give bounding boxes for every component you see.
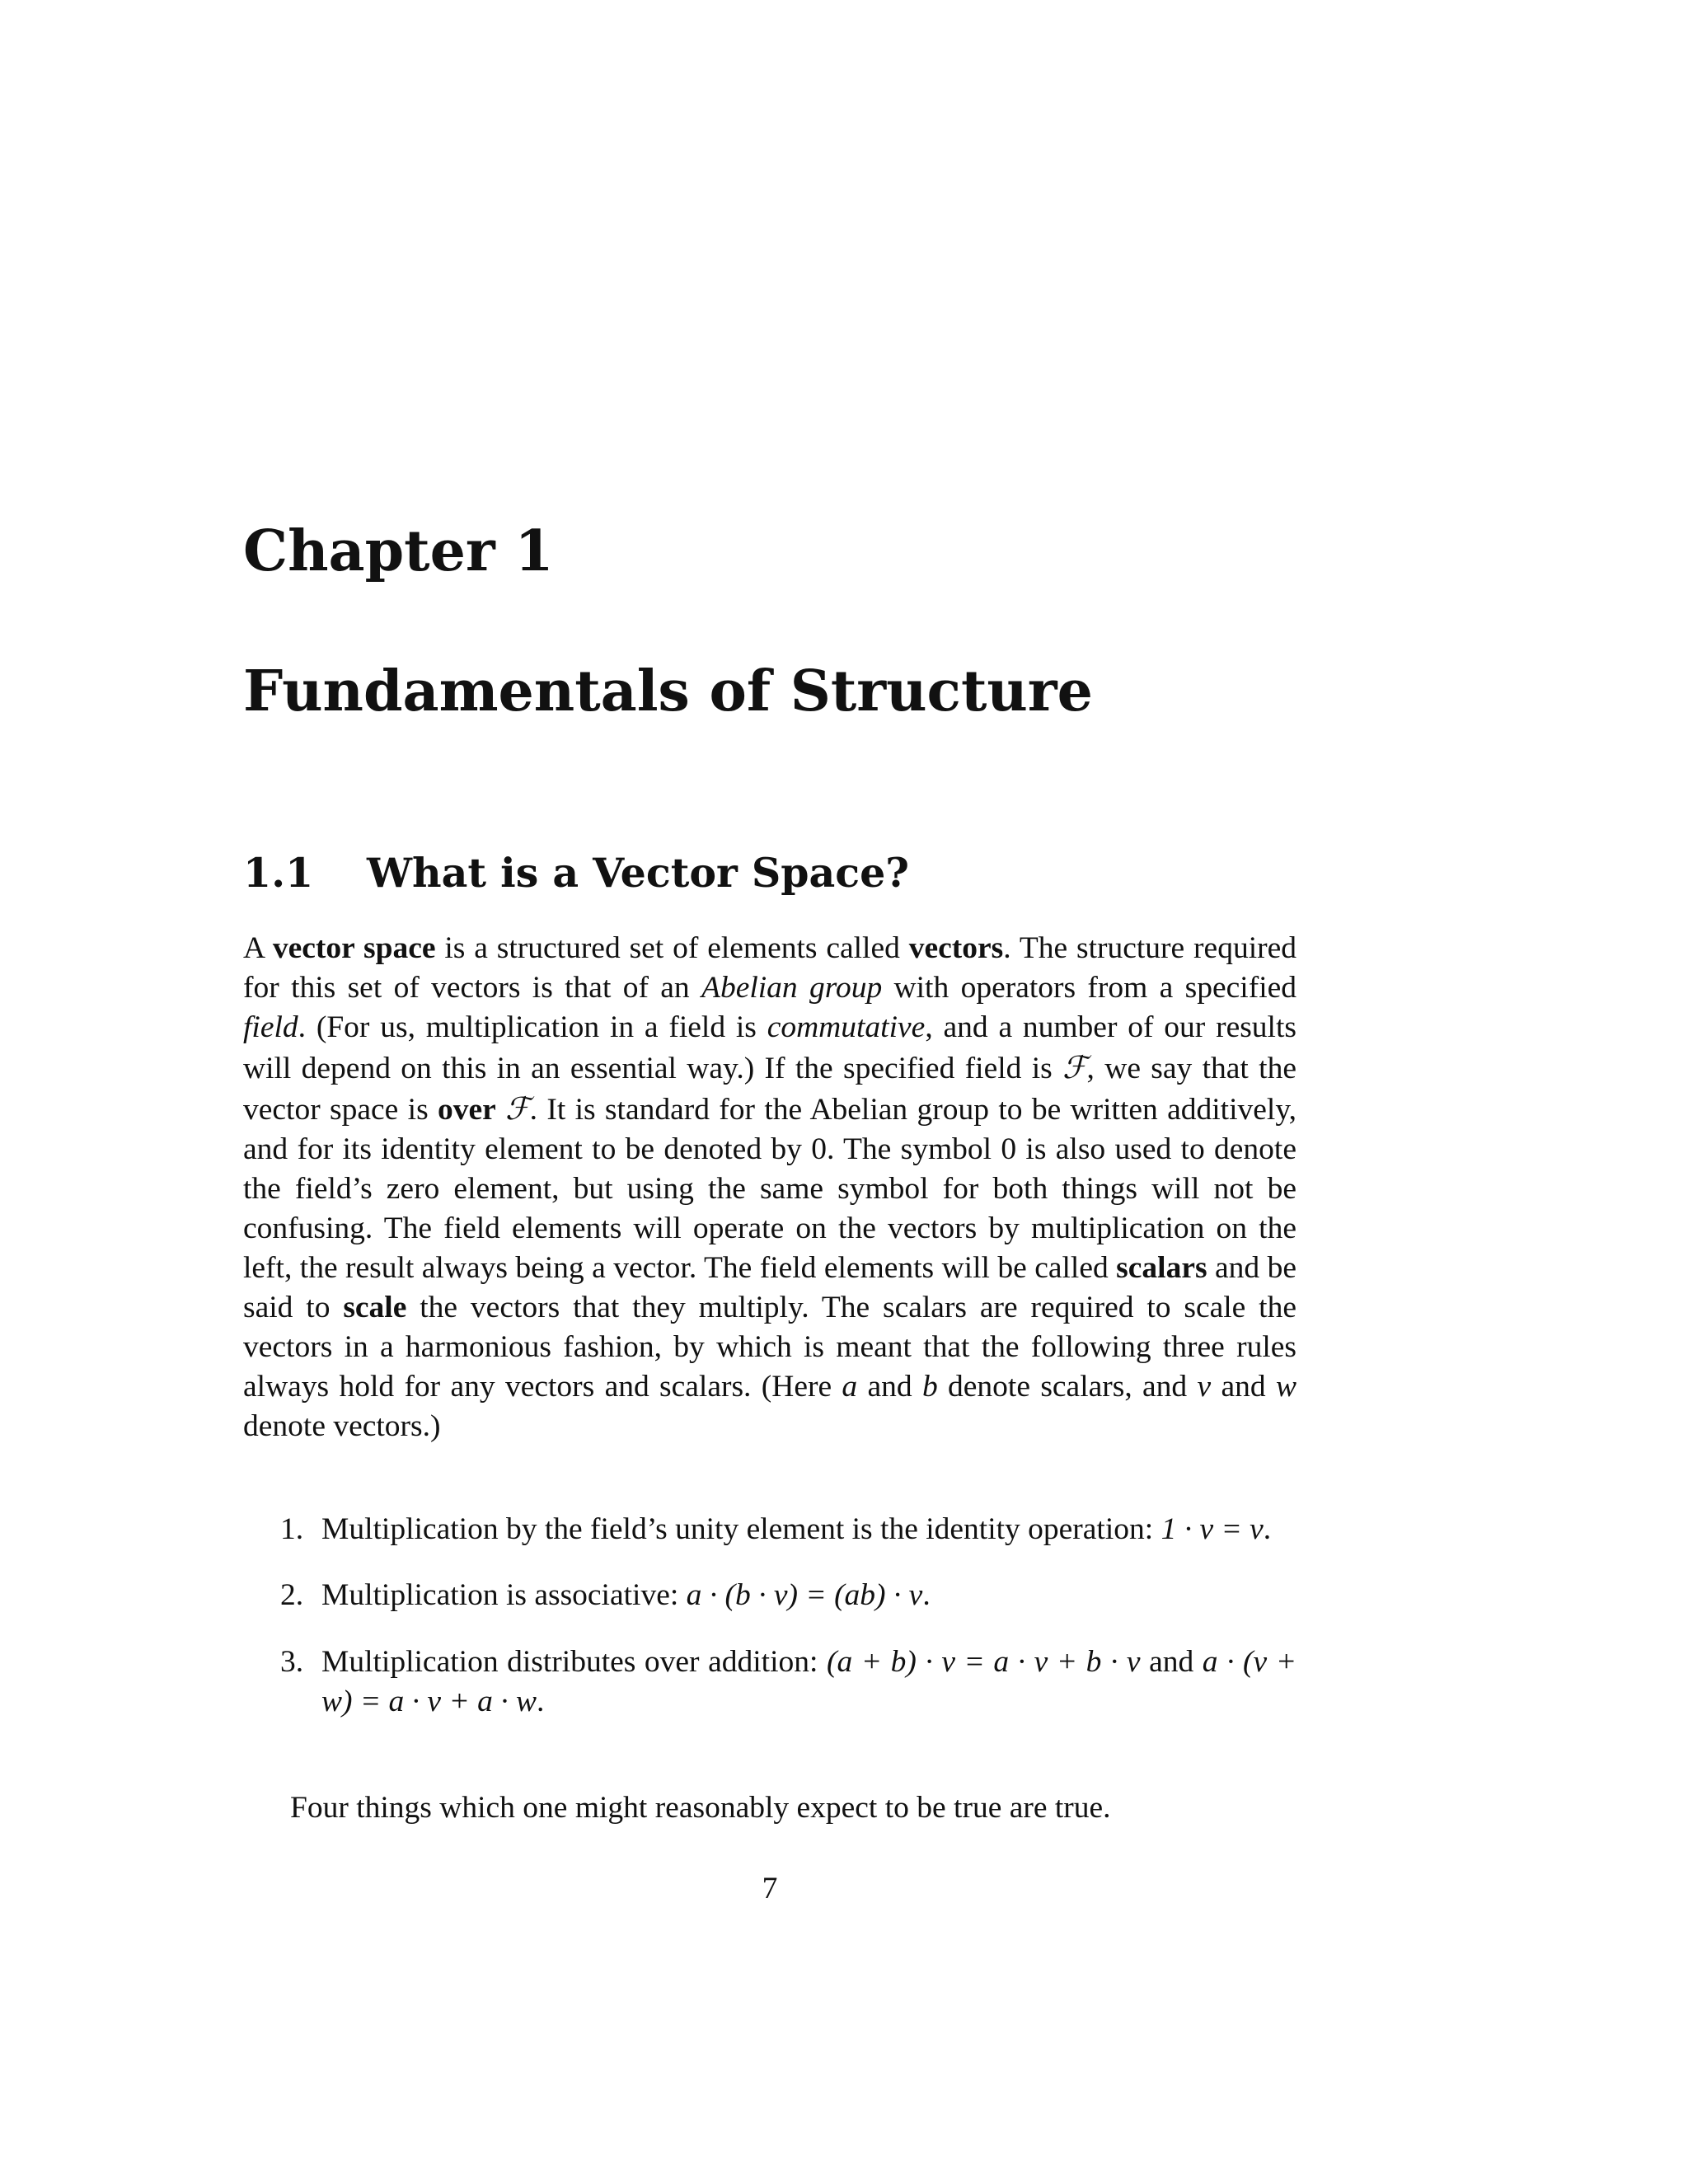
rule-formula: (a + b) · v = a · v + b · v <box>826 1645 1141 1679</box>
rule-text: Multiplication distributes over addition: <box>321 1645 827 1679</box>
text-run: . It is standard for the Abelian group to be written additively, and for its identity element to be denoted by 0. The symbol 0 is also used to denote the field’s zero element, but using the same symbol for both things will not be confusing. The field elements will operate on the vectors by multiplication on the left, the result always being a vector. The field elements will be called <box>243 1093 1297 1285</box>
rule-text: Multiplication is associative: <box>321 1578 687 1612</box>
term-vector-space: vector space <box>272 931 436 965</box>
closing-paragraph: Four things which one might reasonably expect to be true are true. <box>290 1791 1111 1825</box>
text-run: the vectors that they multiply. The scalars are required to scale the vectors in a harmonious fashion, by which is meant that the following three rules always hold for any vectors and scalars. (Here <box>243 1291 1296 1404</box>
text-run: with operators from a specified <box>882 971 1297 1005</box>
rule-end: . <box>1263 1512 1272 1546</box>
section-number: 1.1 <box>243 849 314 897</box>
rule-end: . <box>922 1578 931 1612</box>
chapter-title: Fundamentals of Structure <box>243 658 1093 724</box>
text-run: , and a number of our results will depend on this in an essential way.) If the specified field is <box>243 1010 1296 1085</box>
text-run <box>496 1093 505 1127</box>
symbol-field-f: ℱ <box>505 1090 530 1127</box>
text-run: and <box>1211 1370 1276 1404</box>
intro-paragraph <box>243 929 1296 1446</box>
term-scale: scale <box>343 1291 407 1324</box>
text-run: . (For us, multiplication in a field is <box>298 1010 767 1044</box>
chapter-label: Chapter 1 <box>243 518 554 584</box>
rule-formula: a · (v + w) = a · v + a · w <box>321 1645 1296 1718</box>
symbol-field-f: ℱ <box>1062 1049 1087 1085</box>
var-b: b <box>921 1370 938 1404</box>
page-number: 7 <box>762 1872 778 1905</box>
term-scalars: scalars <box>1116 1251 1207 1285</box>
term-field: field <box>243 1010 298 1044</box>
text-run: and <box>857 1370 922 1404</box>
rule-text: Multiplication by the field’s unity element is the identity operation: <box>321 1512 1161 1546</box>
text-run: denote vectors.) <box>243 1409 441 1443</box>
text-run: is a structured set of elements called <box>435 931 909 965</box>
term-over: over <box>438 1093 496 1127</box>
text-run: A <box>243 931 273 965</box>
term-vectors: vectors <box>908 931 1004 965</box>
term-abelian-group: Abelian group <box>701 971 883 1005</box>
list-marker: 1. <box>280 1512 304 1546</box>
list-item <box>243 1510 1296 1549</box>
list-item <box>243 1576 1296 1615</box>
rule-text: and <box>1140 1645 1203 1679</box>
list-item <box>243 1643 1296 1722</box>
rule-formula: a · (b · v) = (ab) · v <box>686 1578 923 1612</box>
text-run: and be said to <box>243 1251 1296 1324</box>
var-v: v <box>1197 1370 1212 1404</box>
list-marker: 2. <box>280 1578 304 1612</box>
list-marker: 3. <box>280 1645 304 1679</box>
var-w: w <box>1275 1370 1296 1404</box>
term-commutative: commutative <box>767 1010 926 1044</box>
text-run: denote scalars, and <box>937 1370 1198 1404</box>
text-run: . The structure required for this set of vectors is that of an <box>243 931 1296 1005</box>
section-title: What is a Vector Space? <box>367 849 910 897</box>
rule-end: . <box>537 1685 545 1718</box>
rules-list <box>243 1510 1296 1748</box>
text-run: , we say that the vector space is <box>243 1052 1296 1127</box>
var-a: a <box>842 1370 858 1404</box>
section-heading <box>243 849 910 897</box>
rule-formula: 1 · v = v <box>1160 1512 1264 1546</box>
